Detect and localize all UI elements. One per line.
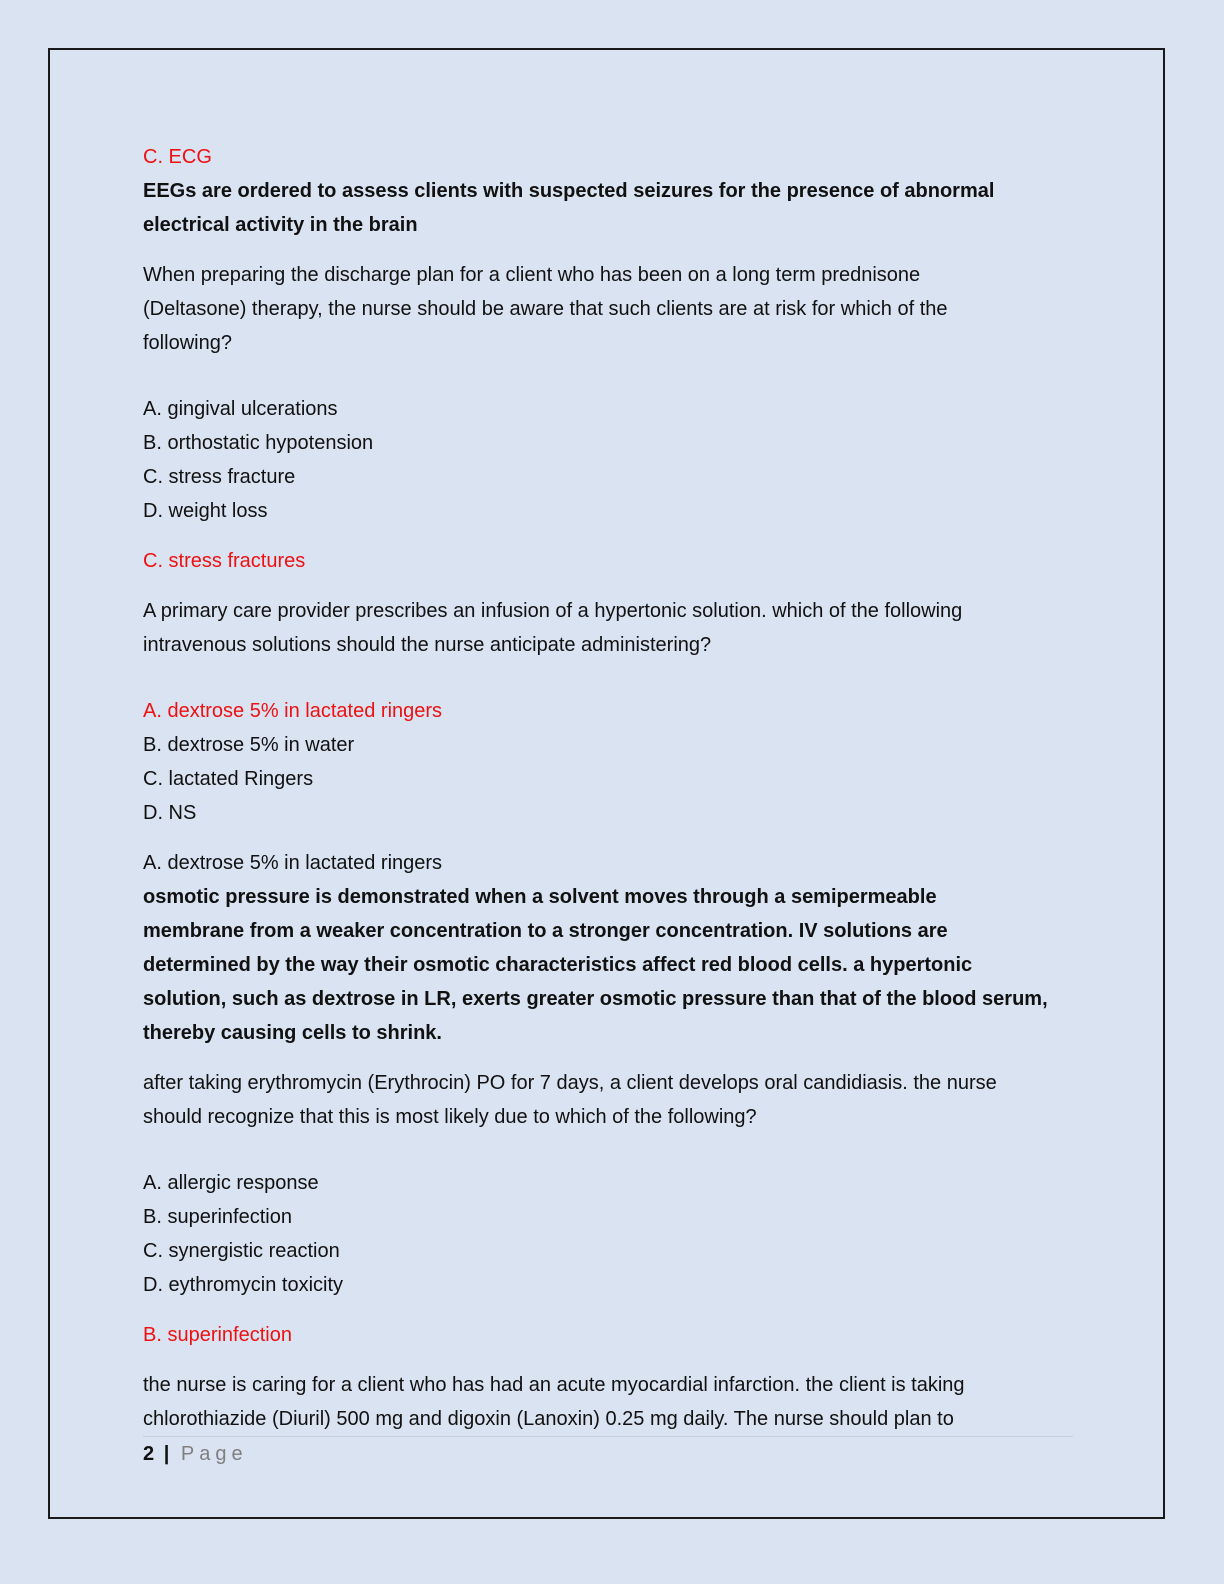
question-line: chlorothiazide (Diuril) 500 mg and digoxin (Lanoxin) 0.25 mg daily. The nurse should plan to [143,1408,954,1430]
option-c: C. stress fracture [143,466,296,488]
question-line: should recognize that this is most likely due to which of the following? [143,1106,757,1128]
answer-line: A. dextrose 5% in lactated ringers [143,852,443,874]
option-d: D. weight loss [143,500,268,522]
question-line: (Deltasone) therapy, the nurse should be aware that such clients are at risk for which of the [143,298,948,320]
rationale-line: EEGs are ordered to assess clients with suspected seizures for the presence of abnormal [143,180,995,202]
question-line: the nurse is caring for a client who has had an acute myocardial infarction. the client is taking [143,1374,965,1396]
question-line: When preparing the discharge plan for a client who has been on a long term prednisone [143,264,921,286]
question-line: A primary care provider prescribes an infusion of a hypertonic solution. which of the following [143,600,963,622]
rationale-line: membrane from a weaker concentration to a stronger concentration. IV solutions are [143,920,948,942]
answer-dextrose [143,846,1083,880]
rationale-line: osmotic pressure is demonstrated when a solvent moves through a semipermeable [143,886,937,908]
rationale-line: solution, such as dextrose in LR, exerts greater osmotic pressure than that of the blood serum, [143,988,1048,1010]
answer-superinfection [143,1318,1083,1352]
option-a-correct: A. dextrose 5% in lactated ringers [143,700,443,722]
footer-separator: | [163,1443,170,1465]
question-line: after taking erythromycin (Erythrocin) PO for 7 days, a client develops oral candidiasis. the nurse [143,1072,997,1094]
rationale-osmotic [143,880,1083,1050]
answer-line: B. superinfection [143,1324,292,1346]
option-a: A. allergic response [143,1172,319,1194]
option-d: D. NS [143,802,197,824]
rationale-line: electrical activity in the brain [143,214,418,236]
question-erythromycin [143,1066,1083,1134]
option-b: B. dextrose 5% in water [143,734,355,756]
answer-line: C. ECG [143,146,212,168]
question-hypertonic [143,594,1083,662]
question-myocardial-infarction [143,1368,1083,1436]
answer-line: C. stress fractures [143,550,306,572]
rationale-line: determined by the way their osmotic characteristics affect red blood cells. a hypertonic [143,954,973,976]
option-d: D. eythromycin toxicity [143,1274,344,1296]
option-b: B. orthostatic hypotension [143,432,374,454]
question-prednisone [143,258,1083,360]
footer-divider [143,1436,1073,1437]
page-number: 2 [143,1443,155,1465]
question-line: intravenous solutions should the nurse anticipate administering? [143,634,712,656]
option-b: B. superinfection [143,1206,292,1228]
options-erythromycin [143,1166,1083,1302]
option-c: C. synergistic reaction [143,1240,340,1262]
rationale-line: thereby causing cells to shrink. [143,1022,442,1044]
option-a: A. gingival ulcerations [143,398,338,420]
question-line: following? [143,332,232,354]
answer-stress-fractures [143,544,1083,578]
document-body [143,140,1083,1436]
rationale-eeg [143,174,1083,242]
option-c: C. lactated Ringers [143,768,314,790]
page-footer [143,1438,248,1470]
page-label: Page [180,1443,248,1465]
options-hypertonic [143,694,1083,830]
options-prednisone [143,392,1083,528]
answer-ecg [143,140,1083,174]
